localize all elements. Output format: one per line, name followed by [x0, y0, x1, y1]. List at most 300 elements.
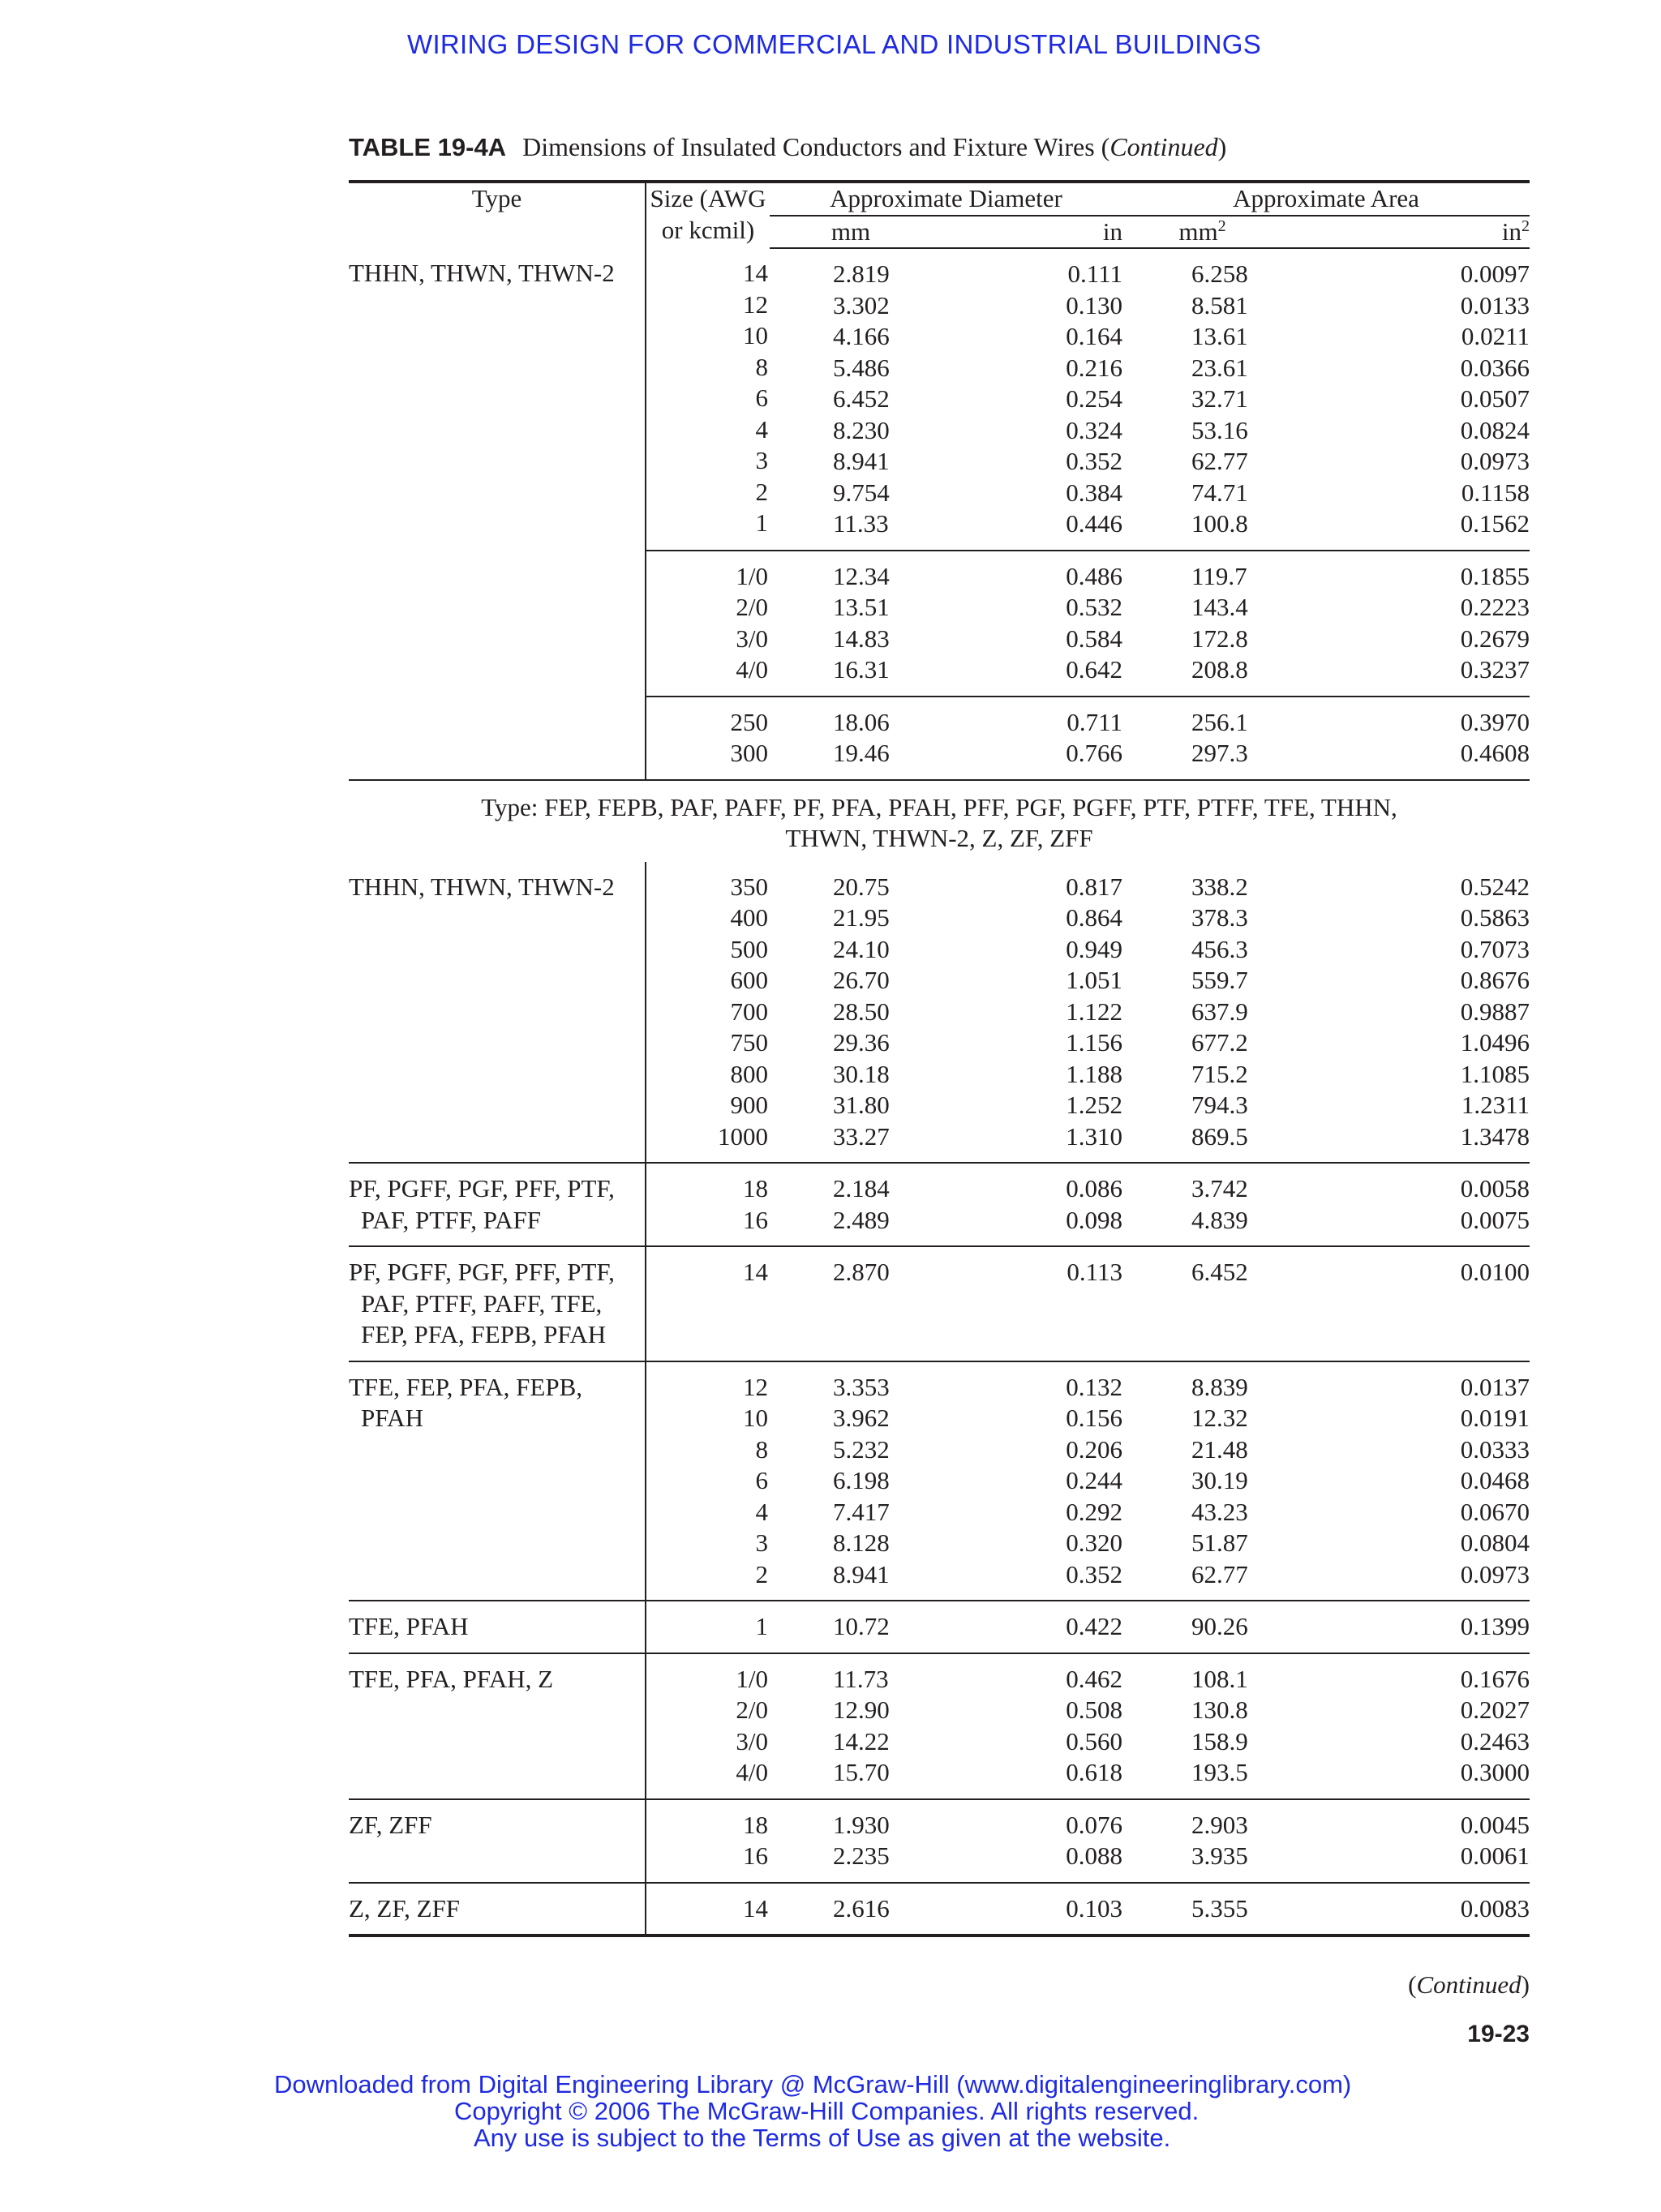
type-cell	[349, 248, 646, 551]
type-label: Z, ZF, ZFF	[349, 1893, 461, 1923]
diameter-mm-cell-value: 12.34	[833, 561, 890, 590]
diameter-mm-cell-value: 20.75	[833, 872, 890, 901]
size-cell	[646, 551, 770, 697]
area-mm2-cell	[1122, 697, 1282, 780]
type-cell	[349, 551, 646, 697]
table-mid-note	[349, 780, 1530, 862]
area-mm2-cell-value: 869.5	[1191, 1121, 1248, 1151]
size-cell-value: 2/0	[736, 1695, 768, 1724]
diameter-mm-cell	[770, 1883, 932, 1936]
size-cell-value: 3	[755, 1528, 768, 1557]
size-cell	[646, 1653, 770, 1799]
area-in2-cell-value: 0.0973	[1460, 1559, 1530, 1588]
area-mm2-cell-value: 62.77	[1191, 447, 1248, 475]
diameter-in-cell-value: 0.352	[1066, 1559, 1122, 1588]
area-in2-cell-value: 0.2027	[1460, 1695, 1530, 1724]
type-note	[349, 780, 1530, 862]
area-in2-cell	[1282, 1361, 1530, 1601]
table-title-close: )	[1217, 132, 1227, 161]
type-cell	[349, 1883, 646, 1936]
type-cell	[349, 1653, 646, 1799]
area-mm2-cell-value: 6.258	[1191, 259, 1248, 288]
diameter-mm-cell-value: 11.73	[833, 1664, 889, 1693]
area-in2-cell-value: 0.0804	[1460, 1528, 1530, 1557]
diameter-mm-cell-value: 18.06	[833, 707, 890, 736]
area-in2-cell-value: 0.0670	[1460, 1497, 1530, 1526]
area-in2-cell-value: 0.0045	[1460, 1810, 1530, 1839]
diameter-mm-cell-value: 33.27	[833, 1121, 890, 1151]
table-row-group	[349, 1163, 1530, 1246]
area-mm2-cell-value: 559.7	[1191, 966, 1248, 994]
diameter-mm-cell-value: 1.930	[833, 1810, 890, 1839]
diameter-in-cell-value: 0.584	[1066, 624, 1122, 653]
area-in2-cell-value: 0.3970	[1460, 707, 1530, 736]
diameter-mm-cell-value: 28.50	[833, 997, 890, 1026]
diameter-in-cell-value: 0.098	[1066, 1205, 1122, 1234]
diameter-mm-cell-value: 10.72	[833, 1612, 890, 1640]
area-mm2-cell-value: 8.839	[1191, 1372, 1248, 1401]
area-mm2-cell	[1122, 1653, 1282, 1799]
footer-line-2: Copyright © 2006 The McGraw-Hill Companies. All rights reserved.	[454, 2097, 1200, 2125]
header-type: Type	[471, 184, 522, 212]
diameter-mm-cell-value: 2.870	[833, 1258, 890, 1286]
table-number: TABLE 19-4A	[349, 133, 507, 161]
size-cell-value: 1/0	[736, 561, 768, 590]
area-in2-cell	[1282, 1799, 1530, 1883]
area-mm2-cell	[1122, 551, 1282, 697]
area-in2-cell-value: 0.3237	[1460, 655, 1530, 684]
size-cell-value: 14	[743, 259, 768, 287]
diameter-in-cell-value: 0.486	[1066, 561, 1122, 590]
diameter-mm-cell-value: 2.184	[833, 1174, 890, 1202]
diameter-in-cell-value: 0.532	[1066, 593, 1122, 621]
area-mm2-cell-value: 8.581	[1191, 290, 1248, 319]
diameter-mm-cell-value: 31.80	[833, 1091, 890, 1119]
diameter-mm-cell-value: 2.819	[833, 259, 890, 288]
type-label: PAF, PTFF, PAFF, TFE,	[361, 1288, 603, 1318]
table-row-group	[349, 1799, 1530, 1883]
area-in2-cell-value: 0.0507	[1460, 384, 1530, 413]
size-cell-value: 4/0	[736, 1758, 768, 1786]
type-note-line-1: Type: FEP, FEPB, PAF, PAFF, PF, PFA, PFAH, PFF, PGF, PGFF, PTF, PTFF, TFE, THHN,	[481, 792, 1397, 821]
size-cell-value: 12	[743, 289, 768, 319]
diameter-mm-cell-value: 4.166	[833, 322, 890, 350]
diameter-in-cell-value: 1.310	[1066, 1121, 1122, 1151]
area-in2-cell-value: 0.2223	[1460, 593, 1530, 621]
header-mm: mm	[770, 216, 932, 249]
diameter-mm-cell-value: 2.235	[833, 1841, 890, 1870]
header-size: Size (AWG or kcmil)	[646, 182, 770, 248]
diameter-in-cell-value: 0.130	[1066, 290, 1122, 319]
header-in2: $in^2$	[1282, 216, 1530, 249]
diameter-mm-cell-value: 30.18	[833, 1059, 890, 1088]
diameter-in-cell-value: 0.206	[1066, 1434, 1122, 1464]
diameter-mm-cell-value: 5.232	[833, 1434, 890, 1464]
area-in2-cell-value: 0.0075	[1460, 1205, 1530, 1234]
area-mm2-cell-value: 74.71	[1191, 478, 1248, 507]
size-cell-value: 1	[755, 1612, 768, 1640]
area-in2-cell-value: 0.0211	[1461, 322, 1530, 350]
diameter-in-cell-value: 0.766	[1066, 739, 1122, 767]
diameter-in-cell-value: 0.320	[1066, 1528, 1122, 1557]
diameter-mm-cell-value: 8.230	[833, 415, 890, 444]
area-in2-cell	[1282, 1883, 1530, 1936]
diameter-mm-cell	[770, 551, 932, 697]
size-cell-value: 4	[755, 414, 768, 444]
type-label: PF, PGFF, PGF, PFF, PTF,	[349, 1258, 615, 1286]
diameter-in-cell-value: 0.422	[1066, 1612, 1122, 1640]
diameter-in-cell-value: 0.642	[1066, 655, 1122, 684]
diameter-in-cell-value: 0.111	[1067, 259, 1122, 288]
diameter-in-cell-value: 0.244	[1066, 1466, 1122, 1494]
size-cell-value: 4/0	[736, 655, 768, 684]
size-cell-value: 500	[730, 934, 768, 963]
area-in2-cell-value: 0.2463	[1460, 1726, 1530, 1755]
diameter-mm-cell	[770, 248, 932, 551]
diameter-mm-cell	[770, 1601, 932, 1653]
diameter-mm-cell-value: 24.10	[833, 934, 890, 963]
header-mm2: $mm^2$	[1122, 216, 1282, 249]
size-cell-value: 250	[730, 707, 768, 736]
area-mm2-cell-value: 338.2	[1191, 872, 1248, 901]
area-in2-cell-value: 1.0496	[1460, 1028, 1530, 1057]
diameter-mm-cell-value: 12.90	[833, 1695, 890, 1724]
type-cell	[349, 862, 646, 1164]
area-mm2-cell-value: 456.3	[1191, 934, 1248, 963]
diameter-mm-cell-value: 6.452	[833, 384, 890, 413]
area-in2-cell-value: 1.2311	[1461, 1091, 1530, 1119]
diameter-mm-cell-value: 9.754	[833, 478, 890, 507]
diameter-in-cell	[932, 248, 1122, 551]
table-row-group	[349, 862, 1530, 1164]
area-in2-cell-value: 0.0133	[1460, 290, 1530, 319]
area-mm2-cell-value: 172.8	[1191, 624, 1248, 653]
diameter-mm-cell-value: 8.128	[833, 1528, 890, 1557]
diameter-mm-cell	[770, 1163, 932, 1246]
area-mm2-cell-value: 2.903	[1191, 1810, 1248, 1839]
size-cell	[646, 1163, 770, 1246]
area-in2-cell-value: 0.0137	[1460, 1372, 1530, 1401]
area-mm2-cell-value: 62.77	[1191, 1559, 1248, 1588]
continued-note: (Continued)	[1408, 1970, 1530, 1999]
area-mm2-cell-value: 3.935	[1191, 1841, 1248, 1870]
diameter-in-cell-value: 0.864	[1066, 903, 1122, 932]
type-cell	[349, 1163, 646, 1246]
type-cell	[349, 1601, 646, 1653]
diameter-in-cell-value: 0.086	[1066, 1174, 1122, 1202]
diameter-in-cell-value: 0.113	[1067, 1258, 1122, 1286]
area-mm2-cell-value: 130.8	[1191, 1695, 1248, 1724]
diameter-mm-cell-value: 6.198	[833, 1466, 890, 1494]
area-mm2-cell-value: 23.61	[1191, 353, 1248, 382]
area-in2-cell-value: 0.0097	[1460, 259, 1530, 288]
diameter-mm-cell	[770, 1799, 932, 1883]
area-in2-cell	[1282, 697, 1530, 780]
diameter-mm-cell-value: 3.302	[833, 290, 890, 319]
area-mm2-cell	[1122, 248, 1282, 551]
size-cell-value: 16	[743, 1205, 768, 1234]
area-in2-cell-value: 0.0824	[1460, 415, 1530, 444]
size-cell-value: 2/0	[736, 593, 768, 621]
type-label: PF, PGFF, PGF, PFF, PTF,	[349, 1174, 615, 1202]
size-cell	[646, 1883, 770, 1936]
table-row-group	[349, 1246, 1530, 1361]
size-cell	[646, 1799, 770, 1883]
diameter-in-cell-value: 0.949	[1066, 934, 1122, 963]
diameter-in-cell-value: 0.462	[1066, 1664, 1122, 1693]
type-label: PFAH	[361, 1404, 423, 1432]
footer	[0, 2071, 1661, 2151]
size-cell	[646, 1246, 770, 1361]
type-cell	[349, 1799, 646, 1883]
area-mm2-cell-value: 637.9	[1191, 997, 1248, 1026]
area-mm2-cell-value: 12.32	[1191, 1404, 1248, 1432]
type-label: PAF, PTFF, PAFF	[361, 1205, 541, 1234]
page-number: 19-23	[1467, 2021, 1530, 2047]
area-mm2-cell-value: 4.839	[1191, 1205, 1248, 1234]
footer-line-1[interactable]: Downloaded from Digital Engineering Library @ McGraw-Hill (www.digitalengineeringlibrary.com)	[274, 2070, 1352, 2098]
diameter-in-cell	[932, 1799, 1122, 1883]
area-in2-cell-value: 0.1855	[1460, 561, 1530, 590]
table-title-continued: Continued	[1109, 132, 1218, 161]
size-cell	[646, 862, 770, 1164]
size-cell-value: 4	[755, 1497, 768, 1526]
diameter-in-cell	[932, 1653, 1122, 1799]
type-cell	[349, 1246, 646, 1361]
size-cell-value: 1	[755, 508, 768, 537]
area-mm2-cell-value: 143.4	[1191, 593, 1248, 621]
size-cell-value: 18	[743, 1810, 768, 1839]
area-mm2-cell-value: 53.16	[1191, 415, 1248, 444]
size-cell	[646, 1601, 770, 1653]
area-in2-cell-value: 0.5863	[1460, 903, 1530, 932]
diameter-in-cell-value: 0.817	[1066, 872, 1122, 901]
diameter-in-cell-value: 0.132	[1066, 1372, 1122, 1401]
area-in2-cell-value: 0.0366	[1460, 353, 1530, 382]
area-in2-cell	[1282, 248, 1530, 551]
area-in2-cell-value: 0.0191	[1460, 1404, 1530, 1432]
area-mm2-cell-value: 32.71	[1191, 384, 1248, 413]
diameter-in-cell-value: 1.252	[1066, 1091, 1122, 1119]
diameter-in-cell-value: 0.324	[1066, 415, 1122, 444]
table-row-group	[349, 551, 1530, 697]
diameter-mm-cell-value: 16.31	[833, 655, 890, 684]
area-in2-cell-value: 0.5242	[1460, 872, 1530, 901]
area-mm2-cell-value: 193.5	[1191, 1758, 1248, 1786]
area-mm2-cell-value: 677.2	[1191, 1028, 1248, 1057]
diameter-in-cell-value: 0.292	[1066, 1497, 1122, 1526]
diameter-in-cell	[932, 1361, 1122, 1601]
table-row-group	[349, 1653, 1530, 1799]
diameter-mm-cell-value: 21.95	[833, 903, 890, 932]
area-in2-cell	[1282, 551, 1530, 697]
diameter-in-cell-value: 1.051	[1066, 966, 1122, 994]
diameter-mm-cell	[770, 1246, 932, 1361]
area-mm2-cell-value: 119.7	[1191, 561, 1247, 590]
type-note-line-2: THWN, THWN-2, Z, ZF, ZFF	[785, 823, 1093, 852]
area-mm2-cell	[1122, 862, 1282, 1164]
size-cell-value: 14	[743, 1893, 768, 1923]
diameter-in-cell-value: 0.216	[1066, 353, 1122, 382]
type-label: THHN, THWN, THWN-2	[349, 259, 615, 287]
area-mm2-cell	[1122, 1361, 1282, 1601]
diameter-mm-cell-value: 5.486	[833, 353, 890, 382]
size-cell-value: 350	[730, 872, 768, 901]
diameter-mm-cell-value: 7.417	[833, 1497, 890, 1526]
diameter-mm-cell	[770, 697, 932, 780]
header-approximate-diameter: Approximate Diameter	[770, 182, 1122, 216]
diameter-mm-cell	[770, 862, 932, 1164]
area-mm2-cell-value: 158.9	[1191, 1726, 1248, 1755]
area-mm2-cell-value: 21.48	[1191, 1434, 1248, 1464]
diameter-in-cell	[932, 862, 1122, 1164]
size-cell-value: 2	[755, 1559, 768, 1588]
table-row-group	[349, 697, 1530, 780]
area-in2-cell	[1282, 1601, 1530, 1653]
diameter-mm-cell	[770, 1361, 932, 1601]
area-in2-cell-value: 0.0083	[1460, 1893, 1530, 1923]
diameter-in-cell-value: 0.508	[1066, 1695, 1122, 1724]
size-cell	[646, 1361, 770, 1601]
size-cell-value: 10	[743, 321, 768, 349]
size-cell	[646, 248, 770, 551]
diameter-in-cell	[932, 697, 1122, 780]
area-in2-cell-value: 0.8676	[1460, 966, 1530, 994]
diameter-in-cell-value: 0.384	[1066, 478, 1122, 507]
table-caption	[349, 132, 1226, 162]
size-cell-value: 6	[755, 384, 768, 412]
area-in2-cell-value: 0.1676	[1460, 1664, 1530, 1693]
area-in2-cell-value: 1.3478	[1460, 1121, 1530, 1151]
area-in2-cell	[1282, 1246, 1530, 1361]
size-cell	[646, 697, 770, 780]
diameter-in-cell-value: 0.076	[1066, 1810, 1122, 1839]
area-in2-cell-value: 0.0333	[1460, 1434, 1530, 1464]
area-in2-cell-value: 0.9887	[1460, 997, 1530, 1026]
size-cell-value: 400	[730, 903, 768, 932]
type-label: ZF, ZFF	[349, 1810, 432, 1839]
size-cell-value: 3/0	[736, 624, 768, 653]
diameter-in-cell-value: 0.103	[1066, 1893, 1122, 1923]
diameter-in-cell-value: 0.618	[1066, 1758, 1122, 1786]
area-mm2-cell-value: 3.742	[1191, 1174, 1248, 1202]
area-in2-cell-value: 0.0058	[1460, 1174, 1530, 1202]
area-mm2-cell-value: 297.3	[1191, 739, 1248, 767]
size-cell-value: 2	[755, 477, 768, 506]
type-label: TFE, PFA, PFAH, Z	[349, 1664, 554, 1693]
diameter-mm-cell-value: 8.941	[833, 1559, 890, 1588]
diameter-in-cell-value: 0.254	[1066, 384, 1122, 413]
size-cell-value: 3/0	[736, 1726, 768, 1755]
area-mm2-cell	[1122, 1163, 1282, 1246]
diameter-in-cell	[932, 551, 1122, 697]
diameter-in-cell	[932, 1601, 1122, 1653]
area-in2-cell-value: 0.0061	[1460, 1841, 1530, 1870]
diameter-in-cell-value: 0.560	[1066, 1726, 1122, 1755]
diameter-mm-cell-value: 14.83	[833, 624, 890, 653]
size-cell-value: 1000	[718, 1121, 768, 1151]
size-cell-value: 8	[755, 1434, 768, 1464]
area-in2-cell	[1282, 1163, 1530, 1246]
diameter-mm-cell-value: 3.962	[833, 1404, 890, 1432]
footer-line-3: Any use is subject to the Terms of Use as given at the website.	[474, 2124, 1171, 2152]
type-label: TFE, PFAH	[349, 1612, 469, 1640]
diameter-in-cell-value: 0.711	[1067, 707, 1122, 736]
area-in2-cell-value: 0.2679	[1460, 624, 1530, 653]
table-title: Dimensions of Insulated Conductors and Fixture Wires (	[522, 132, 1110, 161]
area-in2-cell-value: 0.0468	[1460, 1466, 1530, 1494]
area-mm2-cell-value: 100.8	[1191, 509, 1248, 538]
area-mm2-cell-value: 378.3	[1191, 903, 1248, 932]
type-label: THHN, THWN, THWN-2	[349, 872, 615, 901]
area-in2-cell-value: 0.1399	[1460, 1612, 1530, 1640]
size-cell-value: 900	[730, 1091, 768, 1119]
header-approximate-area: Approximate Area	[1122, 182, 1530, 216]
size-cell-value: 14	[743, 1258, 768, 1286]
table-row-group	[349, 248, 1530, 551]
area-in2-cell-value: 0.0973	[1460, 447, 1530, 475]
area-mm2-cell	[1122, 1246, 1282, 1361]
type-cell	[349, 1361, 646, 1601]
type-label: TFE, FEP, PFA, FEPB,	[349, 1372, 583, 1401]
area-mm2-cell-value: 794.3	[1191, 1091, 1248, 1119]
size-cell-value: 10	[743, 1404, 768, 1432]
size-cell-value: 3	[755, 446, 768, 474]
diameter-in-cell-value: 0.088	[1066, 1841, 1122, 1870]
diameter-in-cell	[932, 1246, 1122, 1361]
area-mm2-cell	[1122, 1601, 1282, 1653]
diameter-mm-cell-value: 29.36	[833, 1028, 890, 1057]
diameter-mm-cell-value: 13.51	[833, 593, 890, 621]
table-body-upper	[349, 248, 1530, 780]
area-in2-cell-value: 0.1562	[1460, 509, 1530, 538]
diameter-in-cell-value: 1.188	[1066, 1059, 1122, 1088]
diameter-in-cell	[932, 1883, 1122, 1936]
area-in2-cell-value: 0.4608	[1460, 739, 1530, 767]
type-label: FEP, PFA, FEPB, PFAH	[361, 1320, 607, 1348]
area-mm2-cell-value: 30.19	[1191, 1466, 1248, 1494]
area-mm2-cell	[1122, 1883, 1282, 1936]
area-mm2-cell-value: 51.87	[1191, 1528, 1248, 1557]
diameter-in-cell-value: 1.156	[1066, 1028, 1122, 1057]
dimensions-table	[349, 180, 1530, 1937]
diameter-in-cell-value: 0.164	[1066, 322, 1122, 350]
area-in2-cell-value: 0.0100	[1460, 1258, 1530, 1286]
table-row-group	[349, 1361, 1530, 1601]
size-cell-value: 300	[730, 739, 768, 767]
diameter-mm-cell-value: 14.22	[833, 1726, 890, 1755]
header-in: in	[932, 216, 1122, 249]
area-mm2-cell-value: 256.1	[1191, 707, 1248, 736]
area-mm2-cell	[1122, 1799, 1282, 1883]
size-cell-value: 6	[755, 1466, 768, 1494]
area-in2-cell-value: 1.1085	[1460, 1059, 1530, 1088]
diameter-mm-cell	[770, 1653, 932, 1799]
size-cell-value: 1/0	[736, 1664, 768, 1693]
diameter-in-cell-value: 1.122	[1066, 997, 1122, 1026]
table-row-group	[349, 1601, 1530, 1653]
diameter-mm-cell-value: 11.33	[833, 509, 889, 538]
area-mm2-cell-value: 108.1	[1191, 1664, 1248, 1693]
area-mm2-cell-value: 43.23	[1191, 1497, 1248, 1526]
area-in2-cell	[1282, 862, 1530, 1164]
area-mm2-cell-value: 90.26	[1191, 1612, 1248, 1640]
area-in2-cell-value: 0.7073	[1460, 934, 1530, 963]
size-cell-value: 12	[743, 1372, 768, 1401]
diameter-mm-cell-value: 19.46	[833, 739, 890, 767]
size-cell-value: 750	[730, 1028, 768, 1057]
size-cell-value: 18	[743, 1174, 768, 1202]
